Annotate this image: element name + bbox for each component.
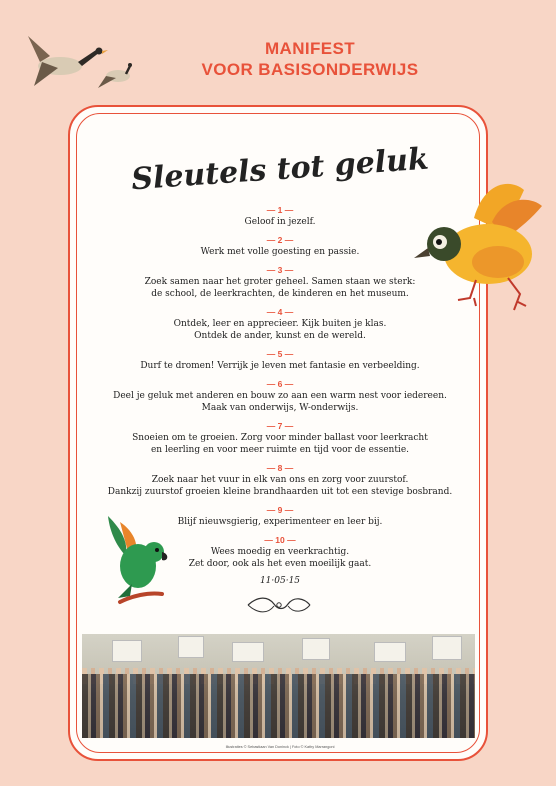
- item-text: Durf te dromen! Verrijk je leven met fantasie en verbeelding.: [140, 361, 420, 371]
- photo-sign: [112, 640, 142, 662]
- photo-sign: [432, 636, 462, 660]
- item-text: Werk met volle goesting en passie.: [200, 247, 360, 257]
- list-item: [100, 349, 460, 372]
- item-text: Zoek samen naar het groter geheel. Samen staan we sterk:: [144, 277, 416, 287]
- photo-sign: [232, 642, 264, 662]
- item-number: — 6 —: [266, 379, 294, 389]
- green-parrot-icon: [102, 512, 172, 610]
- flourish-ornament: [244, 594, 314, 616]
- item-text: Deel je geluk met anderen en bouw zo aan een warm nest voor iedereen.: [113, 391, 447, 401]
- item-number: — 4 —: [266, 307, 294, 317]
- photo-crowd: [82, 674, 475, 738]
- item-number: — 7 —: [266, 421, 294, 431]
- item-text: Ontdek, leer en apprecieer. Kijk buiten je klas.: [173, 319, 387, 329]
- item-text: Geloof in jezelf.: [244, 217, 316, 227]
- list-item: [100, 379, 460, 414]
- item-text: Ontdek de ander, kunst en de wereld.: [194, 331, 366, 341]
- item-text: en leerling en voor meer ruimte en tijd voor de essentie.: [150, 445, 410, 455]
- geese-icon: [20, 32, 132, 90]
- item-number: — 5 —: [266, 349, 294, 359]
- item-text: Snoeien om te groeien. Zorg voor minder ballast voor leerkracht: [132, 433, 428, 443]
- item-text: Zoek naar het vuur in elk van ons en zorg voor zuurstof.: [151, 475, 409, 485]
- item-number: — 2 —: [266, 235, 294, 245]
- item-text: Maak van onderwijs, W-onderwijs.: [201, 403, 359, 413]
- item-number: — 10 —: [264, 535, 296, 545]
- list-item: [100, 421, 460, 456]
- item-number: — 3 —: [266, 265, 294, 275]
- list-item: [100, 265, 460, 300]
- item-text: de school, de leerkrachten, de kinderen en het museum.: [151, 289, 409, 299]
- photo-sign: [178, 636, 204, 658]
- item-text: Dankzij zuurstof groeien kleine brandhaarden uit tot een stevige bosbrand.: [107, 487, 453, 497]
- item-number: — 8 —: [266, 463, 294, 473]
- page-title: Sleutels tot geluk: [130, 141, 430, 198]
- item-number: — 9 —: [266, 505, 294, 515]
- photo-credit: Illustraties © Sebastiaan Van Doninck | Foto © Kathy Marrangoni: [225, 745, 335, 749]
- yellow-bird-icon: [414, 178, 548, 314]
- group-photo: [82, 634, 475, 738]
- photo-sign: [374, 642, 406, 662]
- item-text: Blijf nieuwsgierig, experimenteer en leer bij.: [177, 517, 383, 527]
- header-line-1: MANIFEST: [264, 39, 356, 58]
- item-text: Wees moedig en veerkrachtig.: [210, 547, 350, 557]
- item-number: — 1 —: [266, 205, 294, 215]
- header-line-2: VOOR BASISONDERWIJS: [201, 60, 419, 79]
- list-item: [100, 463, 460, 498]
- item-text: Zet door, ook als het even moeilijk gaat.: [188, 559, 372, 569]
- list-item: [100, 235, 460, 258]
- list-item: [100, 205, 460, 228]
- poster-header: [120, 38, 500, 80]
- manifest-date: 11·05·15: [259, 576, 301, 586]
- list-item: [100, 307, 460, 342]
- photo-sign: [302, 638, 330, 660]
